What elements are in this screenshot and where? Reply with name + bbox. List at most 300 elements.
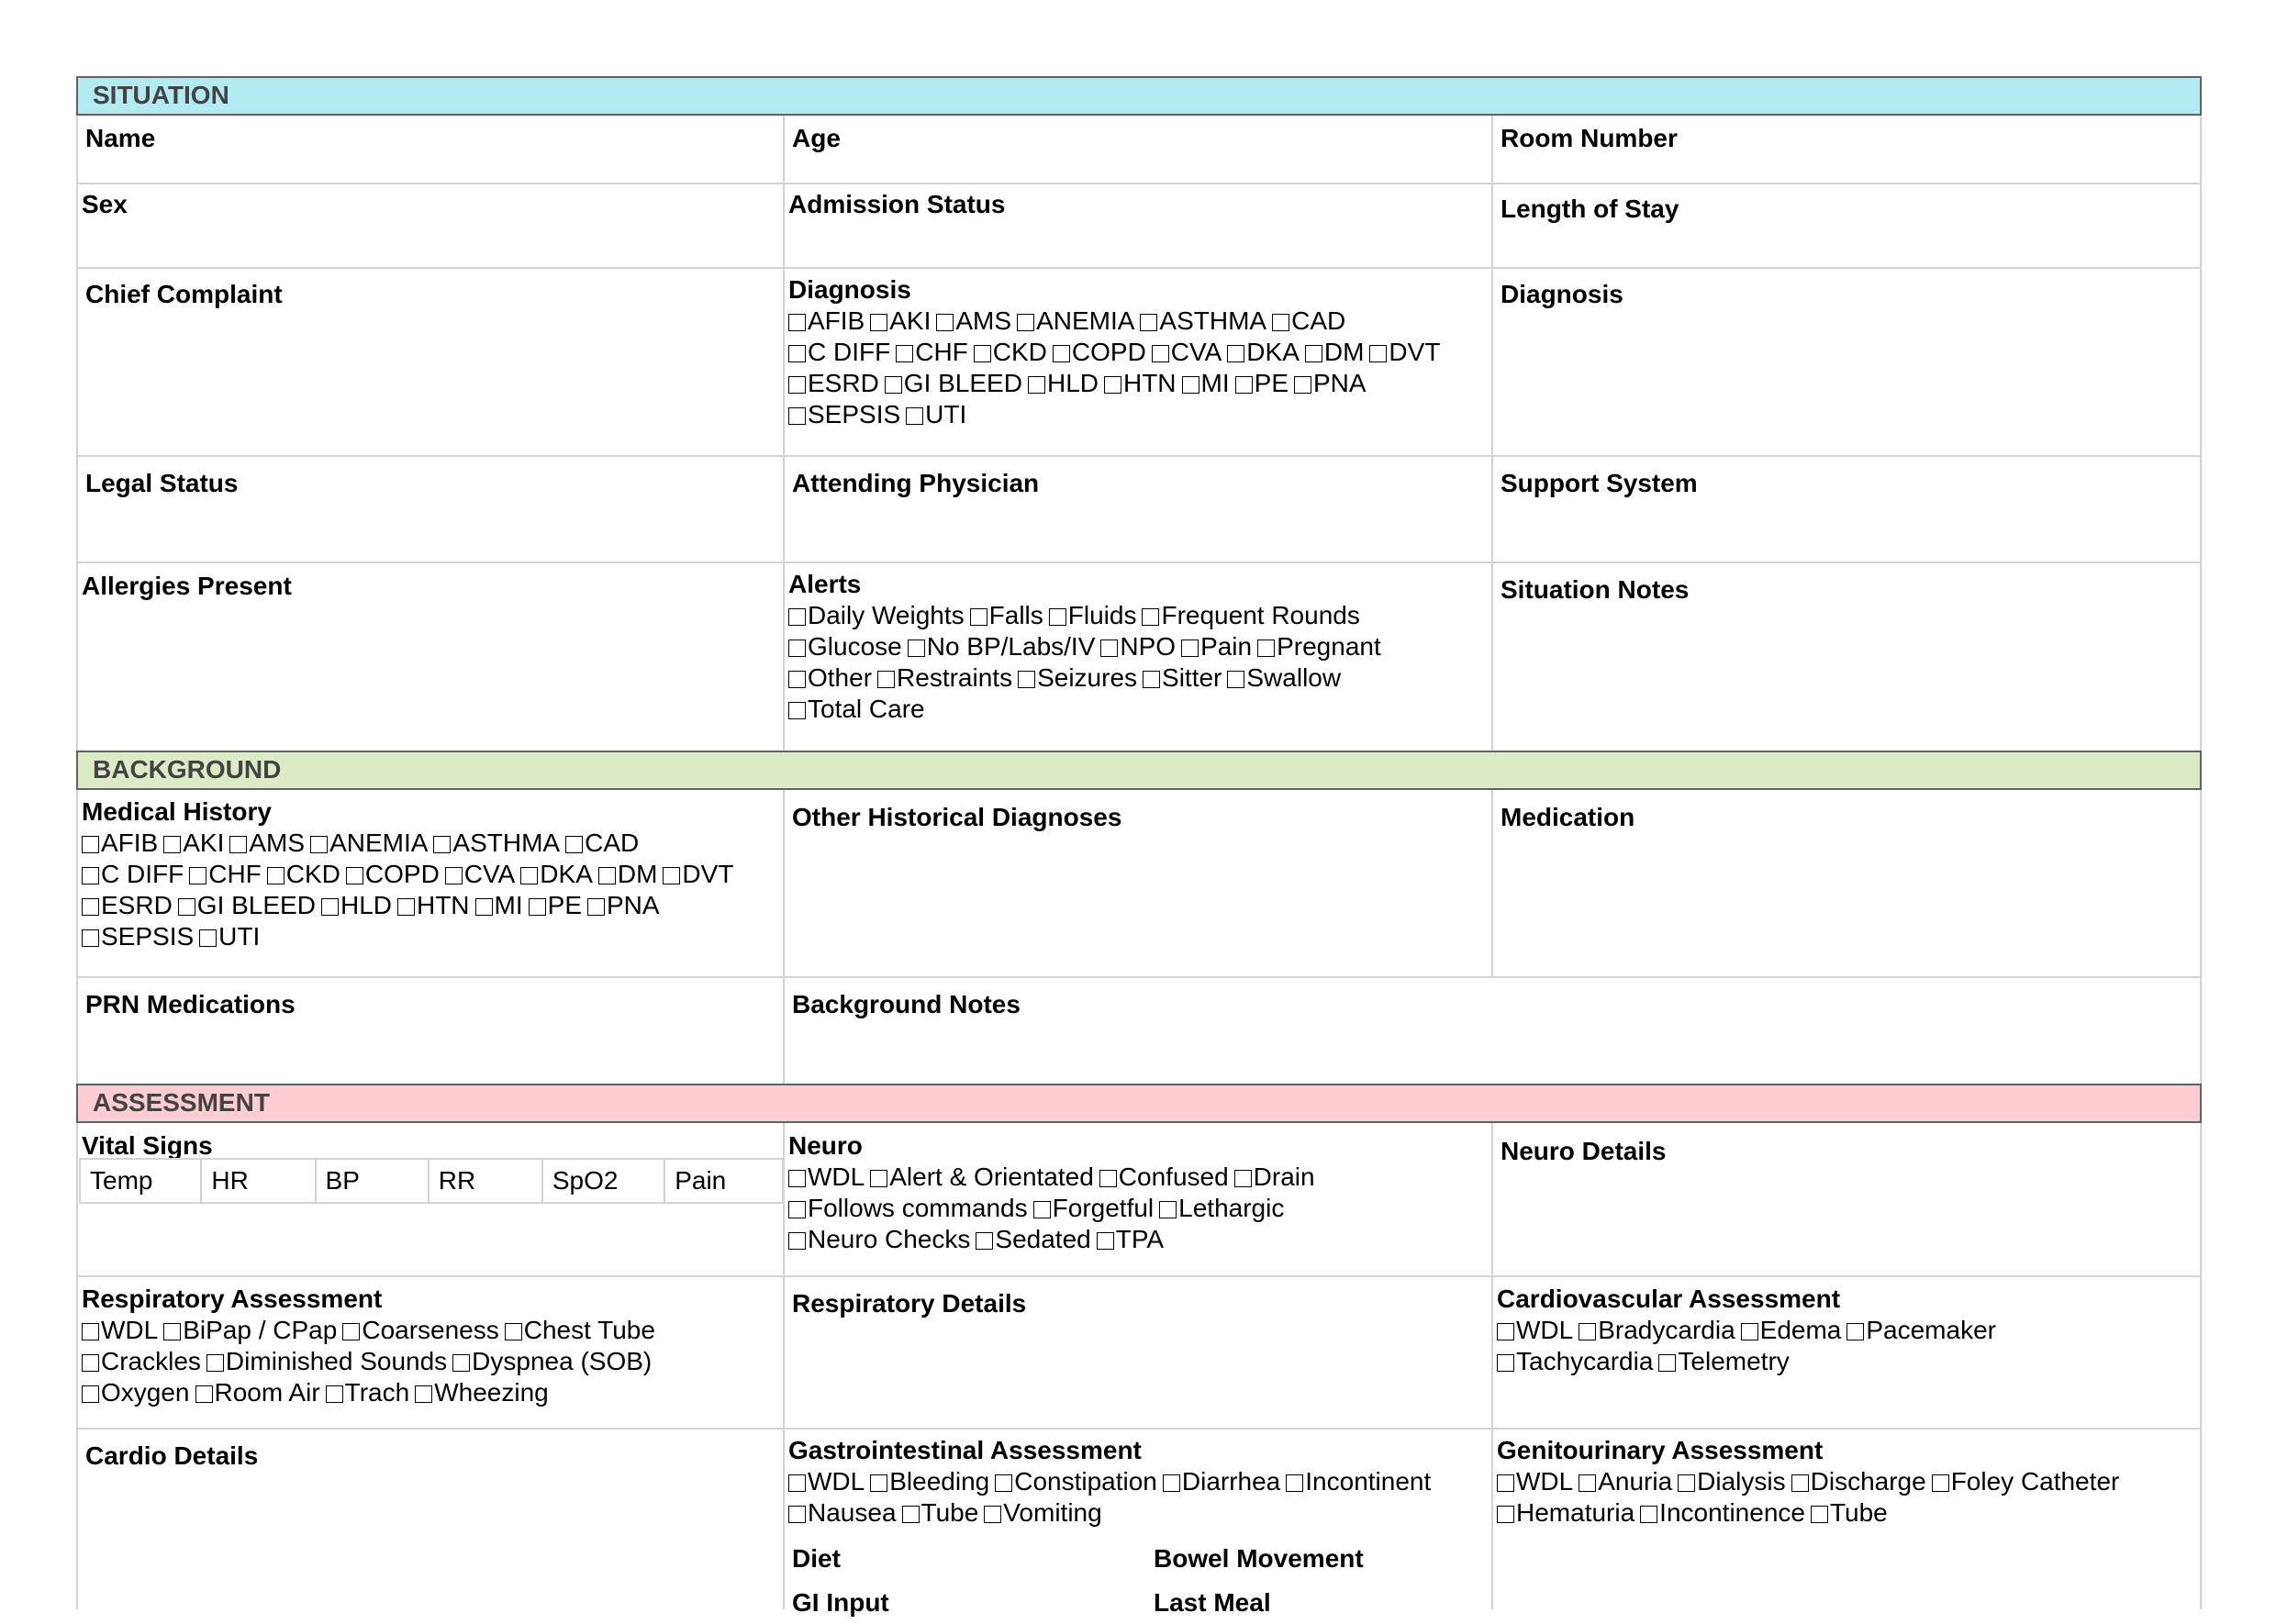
checkbox-option[interactable] [1369, 337, 1440, 368]
checkbox-label: Oxygen [101, 1378, 190, 1407]
checkbox-option[interactable] [82, 1315, 158, 1346]
checkbox-label: ESRD [101, 891, 173, 919]
checkbox-option[interactable] [974, 337, 1047, 368]
checkbox-icon[interactable] [788, 671, 806, 688]
checkbox-icon[interactable] [326, 1385, 343, 1403]
diagnosis-2-label: Diagnosis [1501, 280, 1623, 308]
checkbox-option[interactable] [206, 1346, 447, 1377]
checkbox-icon[interactable] [1033, 1201, 1051, 1218]
checkbox-icon[interactable] [82, 1354, 99, 1372]
checkbox-icon[interactable] [1104, 376, 1121, 394]
checkbox-label: ANEMIA [329, 829, 429, 857]
checkbox-label: Neuro Checks [808, 1225, 971, 1253]
checkbox-label: Follows commands [808, 1194, 1028, 1222]
checkbox-option[interactable] [1932, 1466, 2120, 1497]
checkbox-icon[interactable] [1181, 640, 1199, 657]
checkbox-icon[interactable] [267, 867, 284, 884]
support-system-field[interactable] [1493, 462, 2200, 505]
checkbox-option[interactable] [1227, 662, 1341, 694]
diet-field[interactable] [785, 1538, 1143, 1580]
respiratory-assessment-label: Respiratory Assessment [82, 1285, 383, 1313]
checkbox-icon[interactable] [1099, 1170, 1117, 1187]
checkbox-option[interactable] [1235, 368, 1289, 399]
checkbox-icon[interactable] [1142, 608, 1159, 626]
checkbox-option[interactable] [902, 1497, 979, 1529]
checkbox-option[interactable] [1049, 600, 1137, 631]
cardiovascular-assessment-field [1489, 1278, 2202, 1383]
option-row [82, 828, 775, 859]
checkbox-icon[interactable] [788, 407, 806, 425]
checkbox-option[interactable] [1497, 1315, 1573, 1346]
checkbox-option[interactable] [788, 1162, 865, 1193]
checkbox-label: ANEMIA [1036, 306, 1135, 335]
checkbox-option[interactable] [1497, 1346, 1653, 1377]
checkbox-option[interactable] [1018, 662, 1137, 694]
checkbox-icon[interactable] [788, 345, 806, 362]
room-number-field[interactable] [1493, 117, 2200, 160]
checkbox-option[interactable] [1234, 1162, 1315, 1193]
checkbox-icon[interactable] [178, 898, 195, 916]
checkbox-icon[interactable] [529, 898, 546, 916]
checkbox-icon[interactable] [995, 1474, 1012, 1492]
checkbox-icon[interactable] [1579, 1323, 1596, 1340]
checkbox-icon[interactable] [1100, 640, 1118, 657]
checkbox-icon[interactable] [1846, 1323, 1864, 1340]
admission-status-field[interactable] [781, 184, 1488, 226]
checkbox-option[interactable] [1678, 1466, 1785, 1497]
checkbox-icon[interactable] [1018, 671, 1035, 688]
checkbox-option[interactable] [321, 890, 392, 921]
checkbox-label: GI BLEED [903, 369, 1022, 397]
checkbox-option[interactable] [1305, 337, 1365, 368]
situation-notes-field[interactable] [1493, 569, 2200, 611]
checkbox-option[interactable] [788, 337, 890, 368]
diagnosis-2-field[interactable] [1493, 273, 2200, 316]
checkbox-icon[interactable] [936, 314, 954, 331]
name-field[interactable] [78, 117, 783, 160]
checkbox-label: PE [547, 891, 582, 919]
checkbox-icon[interactable] [663, 867, 680, 884]
checkbox-option[interactable] [520, 859, 593, 890]
checkbox-icon[interactable] [870, 1170, 887, 1187]
checkbox-label: Fluids [1067, 601, 1137, 629]
allergies-present-field[interactable] [74, 565, 779, 607]
checkbox-icon[interactable] [1497, 1506, 1514, 1523]
checkbox-label: Sitter [1162, 663, 1222, 692]
checkbox-option[interactable] [1294, 368, 1367, 399]
checkbox-icon[interactable] [1053, 345, 1070, 362]
checkbox-option[interactable] [896, 337, 968, 368]
checkbox-option[interactable] [788, 631, 902, 662]
checkbox-label: MI [494, 891, 523, 919]
checkbox-icon[interactable] [1369, 345, 1387, 362]
legal-status-field[interactable] [78, 462, 783, 505]
checkbox-option[interactable] [229, 828, 305, 859]
checkbox-icon[interactable] [1272, 314, 1289, 331]
checkbox-icon[interactable] [1579, 1474, 1596, 1492]
checkbox-icon[interactable] [1227, 671, 1244, 688]
checkbox-option[interactable] [445, 859, 516, 890]
checkbox-icon[interactable] [1811, 1506, 1828, 1523]
other-historical-diagnoses-field[interactable] [785, 796, 1491, 839]
checkbox-option[interactable] [984, 1497, 1101, 1529]
checkbox-option[interactable] [310, 828, 428, 859]
checkbox-icon[interactable] [788, 1170, 806, 1187]
checkbox-icon[interactable] [82, 1323, 99, 1340]
checkbox-option[interactable] [1159, 1193, 1284, 1224]
checkbox-option[interactable] [908, 631, 1096, 662]
option-row [788, 1224, 1486, 1255]
checkbox-icon[interactable] [1294, 376, 1311, 394]
checkbox-option[interactable] [1140, 306, 1266, 337]
length-of-stay-field[interactable] [1493, 188, 2200, 230]
checkbox-label: Forgetful [1052, 1194, 1155, 1222]
name-label: Name [85, 124, 156, 152]
checkbox-icon[interactable] [1257, 640, 1275, 657]
checkbox-option[interactable] [976, 1224, 1090, 1255]
checkbox-icon[interactable] [788, 640, 806, 657]
checkbox-option[interactable] [1028, 368, 1099, 399]
checkbox-icon[interactable] [1741, 1323, 1758, 1340]
checkbox-option[interactable] [1097, 1224, 1164, 1255]
age-field[interactable] [785, 117, 1491, 160]
neuro-details-field[interactable] [1493, 1130, 2200, 1173]
checkbox-icon[interactable] [505, 1323, 522, 1340]
checkbox-icon[interactable] [163, 1323, 181, 1340]
checkbox-icon[interactable] [1234, 1170, 1252, 1187]
checkbox-option[interactable] [1811, 1497, 1888, 1529]
checkbox-icon[interactable] [82, 1385, 99, 1403]
checkbox-option[interactable] [163, 828, 224, 859]
checkbox-icon[interactable] [1286, 1474, 1303, 1492]
checkbox-label: Foley Catheter [1950, 1467, 2120, 1496]
checkbox-option[interactable] [1181, 631, 1252, 662]
vital-spo2-cell[interactable]: SpO2 [542, 1159, 664, 1203]
checkbox-option[interactable] [1143, 662, 1222, 694]
checkbox-option[interactable] [82, 890, 173, 921]
checkbox-icon[interactable] [984, 1506, 1001, 1523]
checkbox-option[interactable] [598, 859, 658, 890]
checkbox-icon[interactable] [1097, 1232, 1114, 1250]
checkbox-option[interactable] [529, 890, 582, 921]
option-row [788, 662, 1486, 694]
bowel-movement-label: Bowel Movement [1154, 1544, 1364, 1573]
checkbox-label: UTI [925, 400, 967, 428]
checkbox-icon[interactable] [902, 1506, 920, 1523]
checkbox-label: WDL [1516, 1316, 1574, 1344]
vital-bp-cell[interactable]: BP [316, 1159, 429, 1203]
section-header-background: BACKGROUND [76, 751, 2202, 790]
checkbox-icon[interactable] [877, 671, 895, 688]
checkbox-icon[interactable] [870, 1474, 887, 1492]
checkbox-option[interactable] [178, 890, 316, 921]
diagnosis-options [788, 306, 1486, 430]
checkbox-icon[interactable] [1932, 1474, 1949, 1492]
checkbox-icon[interactable] [1152, 345, 1169, 362]
option-row [788, 1497, 1486, 1529]
checkbox-option[interactable] [936, 306, 1011, 337]
checkbox-icon[interactable] [321, 898, 339, 916]
checkbox-option[interactable] [970, 600, 1043, 631]
checkbox-option[interactable] [1033, 1193, 1155, 1224]
checkbox-label: CVA [463, 860, 516, 888]
checkbox-option[interactable] [565, 828, 639, 859]
checkbox-icon[interactable] [598, 867, 616, 884]
checkbox-option[interactable] [1227, 337, 1300, 368]
checkbox-option[interactable] [995, 1466, 1157, 1497]
checkbox-option[interactable] [1099, 1162, 1229, 1193]
checkbox-label: COPD [1071, 338, 1146, 366]
checkbox-icon[interactable] [445, 867, 463, 884]
chief-complaint-field[interactable] [78, 273, 783, 316]
checkbox-icon[interactable] [82, 836, 99, 853]
checkbox-option[interactable] [346, 859, 440, 890]
checkbox-icon[interactable] [475, 898, 493, 916]
respiratory-options [82, 1315, 775, 1408]
checkbox-option[interactable] [82, 859, 184, 890]
checkbox-option[interactable] [1272, 306, 1345, 337]
checkbox-option[interactable] [587, 890, 660, 921]
respiratory-details-field[interactable] [785, 1283, 1491, 1325]
checkbox-label: Pregnant [1277, 632, 1381, 661]
checkbox-option[interactable] [1257, 631, 1381, 662]
checkbox-icon[interactable] [788, 314, 806, 331]
option-row [82, 1377, 775, 1408]
option-row [82, 890, 775, 921]
checkbox-icon[interactable] [1017, 314, 1034, 331]
prn-medications-field[interactable] [78, 984, 783, 1026]
checkbox-option[interactable] [788, 368, 879, 399]
checkbox-option[interactable] [1152, 337, 1222, 368]
checkbox-option[interactable] [788, 662, 872, 694]
checkbox-option[interactable] [189, 859, 262, 890]
background-notes-field[interactable] [785, 984, 2200, 1026]
checkbox-option[interactable] [397, 890, 470, 921]
checkbox-option[interactable] [82, 921, 194, 952]
checkbox-icon[interactable] [906, 407, 923, 425]
checkbox-icon[interactable] [1640, 1506, 1657, 1523]
checkbox-option[interactable] [1142, 600, 1359, 631]
checkbox-icon[interactable] [82, 867, 99, 884]
checkbox-icon[interactable] [342, 1323, 360, 1340]
checkbox-label: DM [617, 860, 658, 888]
bowel-movement-field[interactable] [1146, 1538, 1491, 1580]
checkbox-icon[interactable] [1143, 671, 1160, 688]
checkbox-label: Crackles [101, 1347, 201, 1375]
checkbox-option[interactable] [870, 1162, 1094, 1193]
checkbox-label: ASTHMA [1159, 306, 1267, 335]
checkbox-label: Trach [344, 1378, 410, 1407]
checkbox-icon[interactable] [1028, 376, 1045, 394]
checkbox-icon[interactable] [1497, 1354, 1514, 1372]
checkbox-option[interactable] [342, 1315, 498, 1346]
checkbox-icon[interactable] [229, 836, 247, 853]
checkbox-option[interactable] [788, 600, 965, 631]
checkbox-icon[interactable] [82, 929, 99, 947]
checkbox-label: Bleeding [889, 1467, 990, 1496]
checkbox-option[interactable] [433, 828, 560, 859]
checkbox-option[interactable] [788, 1224, 970, 1255]
checkbox-icon[interactable] [1497, 1474, 1514, 1492]
checkbox-option[interactable] [505, 1315, 655, 1346]
checkbox-label: Glucose [808, 632, 902, 661]
checkbox-icon[interactable] [1497, 1323, 1514, 1340]
checkbox-label: PNA [1313, 369, 1367, 397]
checkbox-option[interactable] [906, 399, 966, 430]
checkbox-option[interactable] [1182, 368, 1230, 399]
checkbox-option[interactable] [1104, 368, 1177, 399]
checkbox-option[interactable] [82, 1377, 190, 1408]
checkbox-label: DVT [1389, 338, 1441, 366]
checkbox-label: Nausea [808, 1498, 897, 1527]
vital-temp-cell[interactable]: Temp [80, 1159, 201, 1203]
cardio-details-field[interactable] [78, 1435, 783, 1477]
checkbox-option[interactable] [1579, 1466, 1672, 1497]
checkbox-option[interactable] [1579, 1315, 1735, 1346]
checkbox-label: PNA [607, 891, 660, 919]
checkbox-option[interactable] [885, 368, 1022, 399]
checkbox-icon[interactable] [1791, 1474, 1809, 1492]
checkbox-icon[interactable] [896, 345, 913, 362]
checkbox-option[interactable] [877, 662, 1012, 694]
checkbox-icon[interactable] [788, 1506, 806, 1523]
vital-pain-cell[interactable]: Pain [664, 1159, 783, 1203]
checkbox-icon[interactable] [1678, 1474, 1695, 1492]
checkbox-label: WDL [101, 1316, 159, 1344]
sex-field[interactable] [74, 184, 779, 226]
checkbox-option[interactable] [870, 1466, 989, 1497]
checkbox-option[interactable] [1497, 1497, 1634, 1529]
checkbox-icon[interactable] [1140, 314, 1157, 331]
checkbox-option[interactable] [199, 921, 260, 952]
checkbox-icon[interactable] [82, 898, 99, 916]
checkbox-icon[interactable] [788, 702, 806, 719]
checkbox-option[interactable] [788, 399, 900, 430]
checkbox-icon[interactable] [870, 314, 887, 331]
checkbox-icon[interactable] [970, 608, 987, 626]
checkbox-label: AMS [955, 306, 1012, 335]
checkbox-icon[interactable] [788, 1232, 806, 1250]
checkbox-option[interactable] [788, 694, 925, 725]
checkbox-option[interactable] [267, 859, 340, 890]
checkbox-icon[interactable] [206, 1354, 224, 1372]
checkbox-label: WDL [808, 1467, 865, 1496]
checkbox-icon[interactable] [199, 929, 217, 947]
checkbox-label: Coarseness [362, 1316, 499, 1344]
checkbox-option[interactable] [788, 1466, 865, 1497]
checkbox-label: Confused [1118, 1162, 1229, 1191]
checkbox-option[interactable] [788, 1193, 1028, 1224]
checkbox-option[interactable] [1100, 631, 1176, 662]
last-meal-field[interactable] [1146, 1582, 1491, 1624]
vital-hr-cell[interactable]: HR [201, 1159, 315, 1203]
checkbox-option[interactable] [82, 1346, 201, 1377]
checkbox-icon[interactable] [189, 867, 206, 884]
attending-physician-field[interactable] [785, 462, 1491, 505]
checkbox-option[interactable] [1658, 1346, 1789, 1377]
checkbox-label: CHF [915, 338, 968, 366]
checkbox-icon[interactable] [433, 836, 451, 853]
checkbox-option[interactable] [415, 1377, 549, 1408]
checkbox-icon[interactable] [1658, 1354, 1676, 1372]
checkbox-icon[interactable] [520, 867, 538, 884]
option-row [82, 1315, 775, 1346]
checkbox-option[interactable] [1017, 306, 1134, 337]
checkbox-option[interactable] [1286, 1466, 1431, 1497]
checkbox-option[interactable] [663, 859, 733, 890]
checkbox-icon[interactable] [587, 898, 605, 916]
checkbox-label: Constipation [1014, 1467, 1157, 1496]
checkbox-option[interactable] [326, 1377, 410, 1408]
checkbox-icon[interactable] [415, 1385, 432, 1403]
checkbox-icon[interactable] [1049, 608, 1066, 626]
checkbox-icon[interactable] [195, 1385, 213, 1403]
checkbox-option[interactable] [1053, 337, 1146, 368]
checkbox-option[interactable] [1640, 1497, 1805, 1529]
checkbox-icon[interactable] [452, 1354, 470, 1372]
checkbox-label: Bradycardia [1598, 1316, 1735, 1344]
checkbox-icon[interactable] [310, 836, 328, 853]
checkbox-option[interactable] [195, 1377, 320, 1408]
checkbox-icon[interactable] [788, 1474, 806, 1492]
checkbox-label: CKD [992, 338, 1047, 366]
checkbox-option[interactable] [475, 890, 523, 921]
gastrointestinal-options [788, 1466, 1486, 1529]
checkbox-option[interactable] [1741, 1315, 1842, 1346]
checkbox-label: CHF [208, 860, 262, 888]
checkbox-option[interactable] [452, 1346, 652, 1377]
checkbox-icon[interactable] [974, 345, 991, 362]
checkbox-option[interactable] [163, 1315, 337, 1346]
checkbox-option[interactable] [870, 306, 931, 337]
last-meal-label: Last Meal [1154, 1588, 1271, 1617]
option-row [788, 1162, 1486, 1193]
checkbox-label: Dyspnea (SOB) [472, 1347, 653, 1375]
checkbox-label: Chest Tube [523, 1316, 655, 1344]
checkbox-icon[interactable] [346, 867, 363, 884]
genitourinary-assessment-label: Genitourinary Assessment [1497, 1436, 1824, 1464]
checkbox-icon[interactable] [788, 1201, 806, 1218]
checkbox-icon[interactable] [1182, 376, 1199, 394]
vital-signs-label: Vital Signs [82, 1131, 213, 1160]
checkbox-icon[interactable] [397, 898, 415, 916]
checkbox-icon[interactable] [788, 376, 806, 394]
checkbox-option[interactable] [1163, 1466, 1280, 1497]
gi-input-field[interactable] [785, 1582, 1143, 1624]
checkbox-icon[interactable] [565, 836, 583, 853]
checkbox-icon[interactable] [163, 836, 181, 853]
vital-rr-cell[interactable]: RR [429, 1159, 542, 1203]
checkbox-option[interactable] [82, 828, 158, 859]
checkbox-icon[interactable] [885, 376, 902, 394]
checkbox-option[interactable] [1497, 1466, 1573, 1497]
checkbox-icon[interactable] [1159, 1201, 1177, 1218]
medication-field[interactable] [1493, 796, 2200, 839]
checkbox-icon[interactable] [1235, 376, 1253, 394]
checkbox-option[interactable] [788, 306, 865, 337]
checkbox-label: CVA [1170, 338, 1222, 366]
checkbox-option[interactable] [1791, 1466, 1926, 1497]
checkbox-icon[interactable] [1227, 345, 1244, 362]
checkbox-icon[interactable] [1305, 345, 1322, 362]
checkbox-icon[interactable] [1163, 1474, 1180, 1492]
checkbox-label: COPD [364, 860, 440, 888]
checkbox-option[interactable] [1846, 1315, 1996, 1346]
checkbox-option[interactable] [788, 1497, 897, 1529]
checkbox-icon[interactable] [788, 608, 806, 626]
checkbox-icon[interactable] [908, 640, 925, 657]
checkbox-icon[interactable] [976, 1232, 993, 1250]
